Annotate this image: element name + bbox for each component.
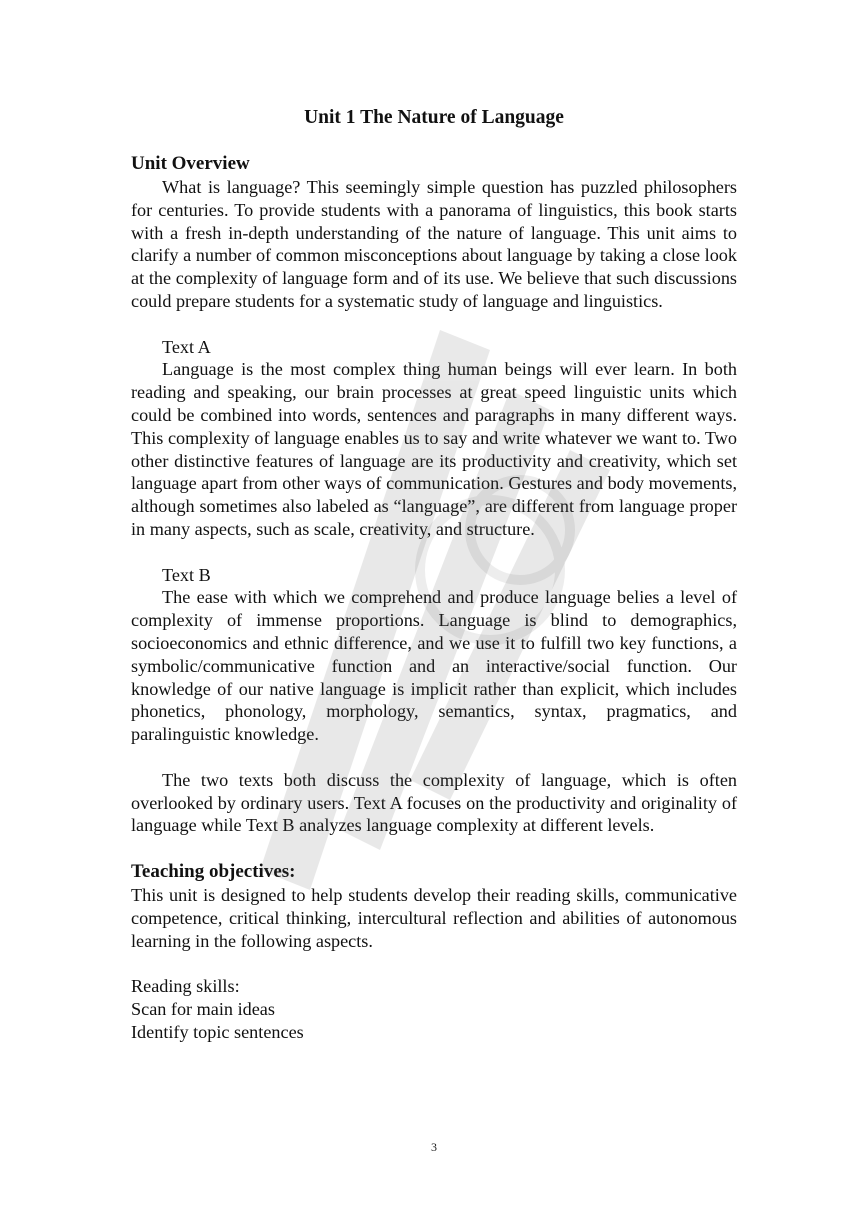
reading-skills-label: Reading skills: [131,976,240,997]
reading-skill-item: Identify topic sentences [131,1021,304,1042]
text-a-paragraph: Language is the most complex thing human beings will ever learn. In both reading and speaking, our brain processes at great speed linguistic units which could be combined into words, sentences and paragraphs in many different ways. This complexity of language enables us to say and write whatever we want to. Two other distinctive features of language are its productivity and creativity, which set language apart from other ways of communication. Gestures and body movements, although sometimes also labeled as “language”, are different from language proper in many aspects, such as scale, creativity, and structure. [131,359,737,539]
document-page [131,104,737,1043]
text-b-label: Text B [162,564,211,585]
teaching-objectives-paragraph: This unit is designed to help students develop their reading skills, communicative competence, critical thinking, intercultural reflection and abilities of autonomous learning in the following aspects. [131,884,737,951]
unit-overview-paragraph: What is language? This seemingly simple question has puzzled philosophers for centuries. To provide students with a panorama of linguistics, this book starts with a fresh in-depth understanding of the nature of language. This unit aims to clarify a number of common misconceptions about language by taking a close look at the complexity of language form and of its use. We believe that such discussions could prepare students for a systematic study of language and linguistics. [131,177,737,311]
spacer [131,746,737,769]
spacer [131,837,737,860]
text-b-paragraph: The ease with which we comprehend and produce language belies a level of complexity of immense proportions. Language is blind to demographics, socioeconomics and ethnic difference, and we use it to fulfill two key functions, a symbolic/communicative function and an interactive/social function. Our knowledge of our native language is implicit rather than explicit, which includes phonetics, phonology, morphology, semantics, syntax, pragmatics, and paralinguistic knowledge. [131,587,737,745]
unit-overview-heading: Unit Overview [131,153,250,174]
spacer [131,313,737,336]
summary-paragraph: The two texts both discuss the complexity of language, which is often overlooked by ordinary users. Text A focuses on the productivity and originality of language while Text B analyzes language complexity at different levels. [131,769,737,836]
text-a-label: Text A [162,336,211,357]
spacer [131,541,737,564]
page-title: Unit 1 The Nature of Language [304,107,564,128]
page-number: 3 [431,1140,437,1154]
reading-skill-item: Scan for main ideas [131,998,275,1019]
spacer [131,952,737,975]
teaching-objectives-heading: Teaching objectives: [131,860,296,882]
